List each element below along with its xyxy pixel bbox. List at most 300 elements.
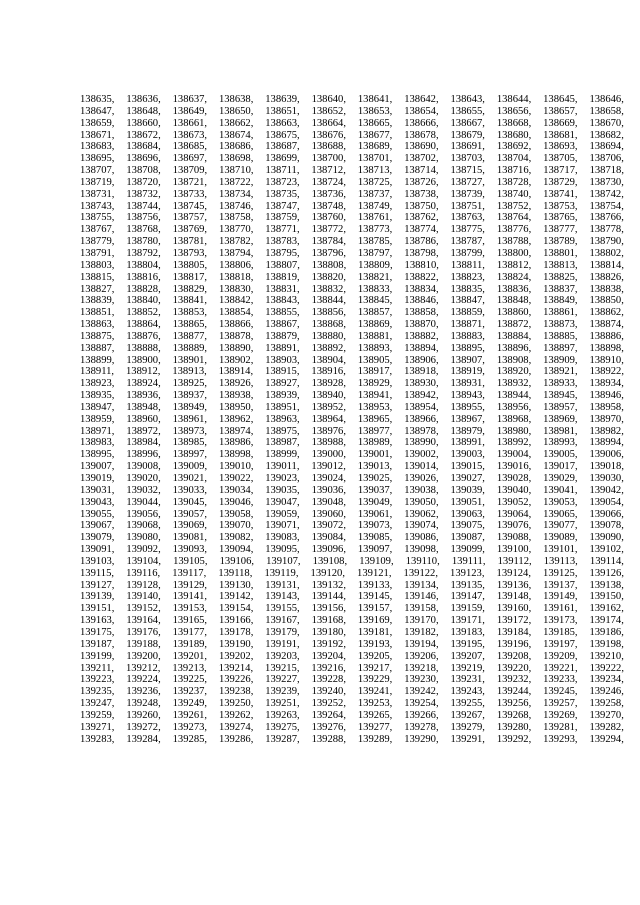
number-line: [80, 331, 624, 343]
number-entry: 138843,: [265, 295, 300, 307]
number-entry: 138662,: [218, 117, 254, 129]
number-entry: 138653,: [357, 105, 393, 117]
number-entry: 138769,: [172, 224, 208, 236]
number-entry: 138901,: [172, 354, 208, 366]
number-entry: 138989,: [357, 437, 393, 449]
number-entry: 138987,: [265, 437, 300, 449]
number-entry: 138913,: [172, 366, 207, 378]
number-entry: 139273,: [172, 721, 208, 733]
number-entry: 138996,: [126, 449, 161, 461]
number-entry: 139125,: [543, 567, 578, 579]
number-entry: 139248,: [126, 698, 161, 710]
number-entry: 139144,: [311, 591, 346, 603]
number-entry: 139118,: [218, 567, 253, 579]
number-entry: 139055,: [80, 508, 115, 520]
number-entry: 138650,: [218, 105, 254, 117]
number-entry: 138934,: [589, 378, 624, 390]
number-entry: 139281,: [543, 721, 578, 733]
number-entry: 139005,: [543, 449, 578, 461]
number-entry: 139207,: [450, 650, 485, 662]
number-entry: 139171,: [450, 615, 485, 627]
number-entry: 138651,: [265, 105, 300, 117]
number-entry: 139194,: [404, 638, 439, 650]
number-entry: 139229,: [357, 674, 393, 686]
number-entry: 139161,: [543, 603, 578, 615]
number-entry: 139167,: [265, 615, 300, 627]
number-entry: 139225,: [172, 674, 208, 686]
number-entry: 138783,: [265, 236, 300, 248]
number-entry: 138676,: [311, 129, 346, 141]
number-entry: 139058,: [218, 508, 254, 520]
number-entry: 138980,: [496, 425, 532, 437]
number-entry: 138846,: [404, 295, 439, 307]
number-entry: 139283,: [80, 733, 115, 745]
number-entry: 139092,: [126, 544, 161, 556]
number-entry: 139198,: [589, 638, 624, 650]
number-entry: 138959,: [80, 413, 115, 425]
number-entry: 138903,: [265, 354, 300, 366]
number-entry: 139059,: [265, 508, 300, 520]
number-entry: 138751,: [450, 200, 485, 212]
number-entry: 138697,: [172, 153, 208, 165]
number-entry: 138788,: [496, 236, 532, 248]
number-line: [80, 272, 624, 284]
number-entry: 138663,: [265, 117, 300, 129]
number-entry: 139218,: [404, 662, 439, 674]
number-entry: 139158,: [404, 603, 439, 615]
number-entry: 139186,: [589, 626, 624, 638]
number-entry: 139206,: [404, 650, 439, 662]
number-entry: 139232,: [496, 674, 532, 686]
number-entry: 138635,: [80, 94, 115, 105]
number-entry: 139153,: [172, 603, 208, 615]
number-entry: 139294,: [589, 733, 624, 745]
number-entry: 139184,: [496, 626, 532, 638]
number-entry: 139015,: [450, 461, 485, 473]
number-line: [80, 212, 624, 224]
number-entry: 138936,: [126, 390, 161, 402]
number-entry: 138857,: [357, 307, 393, 319]
number-entry: 139006,: [589, 449, 624, 461]
number-entry: 138951,: [265, 401, 300, 413]
number-entry: 138778,: [589, 224, 624, 236]
number-entry: 139215,: [265, 662, 300, 674]
number-entry: 138642,: [404, 94, 439, 105]
number-entry: 139132,: [311, 579, 346, 591]
number-entry: 139094,: [218, 544, 254, 556]
number-line: [80, 189, 624, 201]
number-entry: 138672,: [126, 129, 161, 141]
number-entry: 139046,: [218, 496, 254, 508]
number-entry: 138926,: [218, 378, 254, 390]
number-entry: 138990,: [404, 437, 439, 449]
number-entry: 138744,: [126, 200, 161, 212]
number-entry: 139084,: [311, 532, 346, 544]
number-entry: 138724,: [311, 176, 346, 188]
number-entry: 138779,: [80, 236, 115, 248]
number-entry: 138842,: [218, 295, 254, 307]
number-entry: 138896,: [496, 342, 532, 354]
number-entry: 138638,: [218, 94, 254, 105]
number-entry: 139176,: [126, 626, 161, 638]
number-entry: 138884,: [496, 330, 532, 342]
number-entry: 139120,: [310, 567, 345, 579]
number-entry: 139166,: [218, 615, 254, 627]
number-entry: 138829,: [172, 283, 208, 295]
number-entry: 139047,: [265, 496, 300, 508]
number-entry: 139239,: [265, 686, 300, 698]
number-entry: 138854,: [218, 307, 254, 319]
number-entry: 138649,: [172, 105, 208, 117]
number-entry: 138834,: [404, 283, 439, 295]
number-entry: 139029,: [543, 473, 578, 484]
number-entry: 139085,: [357, 532, 393, 544]
number-entry: 138828,: [126, 283, 161, 295]
number-entry: 139148,: [496, 591, 532, 603]
number-entry: 138806,: [219, 259, 254, 271]
number-entry: 138735,: [265, 188, 300, 200]
number-entry: 139022,: [218, 473, 254, 484]
number-entry: 138750,: [404, 200, 439, 212]
number-entry: 139011,: [265, 461, 300, 473]
number-entry: 138999,: [265, 449, 300, 461]
number-entry: 138976,: [311, 425, 346, 437]
number-entry: 139070,: [218, 520, 254, 532]
number-entry: 138768,: [126, 224, 161, 236]
number-entry: 138716,: [496, 165, 532, 177]
number-entry: 139193,: [357, 638, 393, 650]
number-line: [80, 402, 624, 414]
number-entry: 138641,: [357, 94, 393, 105]
number-entry: 139240,: [311, 686, 346, 698]
number-entry: 138784,: [311, 236, 346, 248]
number-entry: 138795,: [265, 247, 300, 259]
number-entry: 139279,: [450, 721, 485, 733]
number-entry: 139266,: [404, 709, 439, 721]
number-entry: 139179,: [265, 626, 300, 638]
number-entry: 138930,: [404, 378, 439, 390]
number-entry: 138730,: [589, 176, 624, 188]
number-entry: 138912,: [125, 366, 161, 378]
number-entry: 139135,: [450, 579, 485, 591]
number-entry: 139117,: [172, 567, 207, 579]
number-entry: 139105,: [173, 555, 208, 567]
number-entry: 138734,: [218, 188, 254, 200]
number-entry: 139052,: [496, 496, 532, 508]
number-entry: 139269,: [543, 709, 578, 721]
number-entry: 139149,: [543, 591, 578, 603]
number-entry: 138786,: [404, 236, 439, 248]
number-entry: 138700,: [311, 153, 346, 165]
number-entry: 139259,: [80, 709, 115, 721]
number-entry: 138797,: [357, 247, 393, 259]
number-entry: 138985,: [172, 437, 208, 449]
number-entry: 139180,: [311, 626, 346, 638]
number-line: [80, 437, 624, 449]
number-entry: 139012,: [311, 461, 346, 473]
number-line: [80, 319, 624, 331]
number-entry: 139251,: [265, 698, 300, 710]
number-entry: 139195,: [450, 638, 485, 650]
number-entry: 139170,: [404, 615, 439, 627]
number-entry: 138815,: [80, 271, 115, 283]
number-entry: 138837,: [543, 283, 578, 295]
number-entry: 138665,: [357, 117, 393, 129]
number-entry: 138886,: [589, 330, 624, 342]
number-entry: 139152,: [126, 603, 161, 615]
number-entry: 138925,: [172, 378, 208, 390]
number-entry: 138661,: [172, 117, 208, 129]
number-entry: 138689,: [357, 141, 393, 153]
number-entry: 139091,: [80, 544, 115, 556]
number-entry: 139010,: [219, 461, 254, 473]
number-entry: 138755,: [80, 212, 115, 224]
number-entry: 138728,: [496, 176, 532, 188]
number-entry: 138872,: [496, 319, 532, 331]
number-entry: 139285,: [172, 733, 208, 745]
number-entry: 139088,: [496, 532, 532, 544]
number-line: [80, 177, 624, 189]
number-entry: 139100,: [496, 544, 532, 556]
number-entry: 139183,: [450, 626, 485, 638]
number-entry: 139002,: [404, 449, 439, 461]
number-entry: 138688,: [311, 141, 346, 153]
number-entry: 139116,: [126, 567, 161, 579]
number-entry: 138709,: [172, 165, 208, 177]
number-entry: 139237,: [172, 686, 208, 698]
number-entry: 139110,: [405, 555, 440, 567]
number-entry: 138776,: [496, 224, 532, 236]
number-entry: 139276,: [311, 721, 346, 733]
number-entry: 139168,: [311, 615, 346, 627]
number-entry: 139001,: [357, 449, 393, 461]
number-entry: 138699,: [265, 153, 300, 165]
number-entry: 138780,: [126, 236, 161, 248]
number-entry: 138683,: [80, 141, 115, 153]
number-entry: 139290,: [404, 733, 439, 745]
number-entry: 138781,: [172, 236, 208, 248]
number-line: [80, 248, 624, 260]
number-entry: 139142,: [218, 591, 254, 603]
number-entry: 138910,: [589, 354, 624, 366]
number-line: [80, 651, 624, 663]
number-entry: 138763,: [450, 212, 485, 224]
number-entry: 138747,: [265, 200, 300, 212]
number-entry: 138960,: [126, 413, 161, 425]
number-entry: 138658,: [589, 105, 624, 117]
number-entry: 139271,: [80, 721, 115, 733]
number-entry: 138659,: [80, 117, 115, 129]
number-entry: 138777,: [543, 224, 578, 236]
number-entry: 139130,: [218, 579, 254, 591]
number-entry: 138928,: [311, 378, 346, 390]
number-entry: 139077,: [543, 520, 578, 532]
number-entry: 138961,: [172, 413, 208, 425]
number-entry: 138679,: [450, 129, 485, 141]
number-entry: 138762,: [404, 212, 439, 224]
number-entry: 138838,: [589, 283, 624, 295]
number-entry: 138870,: [404, 319, 439, 331]
number-entry: 138984,: [126, 437, 161, 449]
number-entry: 139178,: [218, 626, 254, 638]
number-entry: 139277,: [357, 721, 393, 733]
number-entry: 138817,: [172, 271, 208, 283]
number-entry: 138882,: [404, 330, 439, 342]
number-entry: 138766,: [589, 212, 624, 224]
number-line: [80, 414, 624, 426]
number-entry: 138727,: [450, 176, 485, 188]
number-entry: 138948,: [126, 401, 161, 413]
number-entry: 138963,: [265, 413, 300, 425]
number-line: [80, 627, 624, 639]
number-entry: 138752,: [496, 200, 532, 212]
number-entry: 138808,: [311, 259, 347, 271]
number-sequence-block: [80, 94, 624, 745]
number-entry: 138756,: [126, 212, 161, 224]
number-line: [80, 426, 624, 438]
number-entry: 138832,: [311, 283, 346, 295]
number-entry: 139044,: [126, 496, 161, 508]
number-entry: 138692,: [496, 141, 532, 153]
number-entry: 138774,: [404, 224, 439, 236]
number-entry: 138704,: [496, 153, 532, 165]
number-entry: 138686,: [218, 141, 254, 153]
number-entry: 139054,: [589, 496, 624, 508]
number-entry: 138905,: [357, 354, 393, 366]
number-entry: 138701,: [357, 153, 393, 165]
number-entry: 138859,: [450, 307, 485, 319]
number-entry: 138945,: [543, 390, 578, 402]
number-line: [80, 461, 624, 473]
number-entry: 139172,: [496, 615, 532, 627]
number-entry: 138726,: [404, 176, 439, 188]
number-entry: 139200,: [126, 650, 161, 662]
number-entry: 138915,: [265, 366, 300, 378]
number-line: [80, 224, 624, 236]
number-entry: 139014,: [404, 461, 439, 473]
number-entry: 138702,: [404, 153, 439, 165]
number-entry: 138739,: [450, 188, 485, 200]
number-entry: 139243,: [450, 686, 485, 698]
number-entry: 138971,: [80, 425, 115, 437]
number-entry: 138639,: [265, 94, 300, 105]
number-entry: 138972,: [126, 425, 161, 437]
number-entry: 138994,: [589, 437, 624, 449]
number-entry: 139181,: [357, 626, 393, 638]
number-entry: 138687,: [265, 141, 300, 153]
number-entry: 138677,: [357, 129, 393, 141]
number-entry: 139089,: [543, 532, 578, 544]
number-entry: 138681,: [543, 129, 578, 141]
number-entry: 138916,: [311, 366, 346, 378]
number-line: [80, 568, 624, 580]
number-entry: 139286,: [218, 733, 254, 745]
number-entry: 139151,: [80, 603, 115, 615]
number-entry: 138669,: [543, 117, 578, 129]
number-entry: 139028,: [496, 473, 532, 484]
number-entry: 138813,: [543, 259, 578, 271]
number-entry: 139076,: [496, 520, 532, 532]
number-entry: 138898,: [589, 342, 624, 354]
number-entry: 138909,: [543, 354, 578, 366]
number-entry: 139126,: [589, 567, 624, 579]
number-entry: 139223,: [80, 674, 115, 686]
number-entry: 139139,: [80, 591, 115, 603]
number-entry: 139039,: [450, 484, 485, 496]
number-entry: 139203,: [265, 650, 300, 662]
number-entry: 139017,: [543, 461, 578, 473]
number-entry: 138824,: [496, 271, 532, 283]
number-entry: 138736,: [311, 188, 346, 200]
number-entry: 139278,: [404, 721, 439, 733]
number-entry: 138714,: [404, 165, 439, 177]
number-entry: 138660,: [126, 117, 161, 129]
number-entry: 138740,: [496, 188, 532, 200]
number-entry: 139177,: [172, 626, 208, 638]
number-entry: 139227,: [265, 674, 300, 686]
number-entry: 138670,: [589, 117, 624, 129]
number-entry: 139208,: [496, 650, 532, 662]
number-entry: 139230,: [404, 674, 439, 686]
number-entry: 138645,: [543, 94, 578, 105]
number-entry: 139108,: [312, 555, 348, 567]
number-entry: 139241,: [357, 686, 393, 698]
number-entry: 138946,: [589, 390, 624, 402]
number-entry: 138933,: [543, 378, 578, 390]
number-entry: 138992,: [496, 437, 532, 449]
number-line: [80, 722, 624, 734]
number-entry: 139057,: [172, 508, 208, 520]
number-entry: 138721,: [172, 176, 208, 188]
number-entry: 139145,: [357, 591, 393, 603]
number-entry: 139013,: [357, 461, 393, 473]
number-entry: 139066,: [589, 508, 624, 520]
number-entry: 138794,: [218, 247, 254, 259]
number-entry: 138741,: [543, 188, 578, 200]
number-entry: 139009,: [172, 461, 208, 473]
number-entry: 139162,: [589, 603, 624, 615]
number-entry: 139119,: [264, 567, 299, 579]
number-entry: 139265,: [357, 709, 393, 721]
number-entry: 138845,: [357, 295, 393, 307]
number-entry: 138958,: [589, 401, 624, 413]
number-entry: 138703,: [450, 153, 485, 165]
number-entry: 139211,: [80, 662, 115, 674]
number-entry: 139073,: [357, 520, 393, 532]
number-entry: 138920,: [496, 366, 532, 378]
number-entry: 138800,: [496, 247, 532, 259]
number-entry: 138773,: [357, 224, 393, 236]
number-entry: 138675,: [265, 129, 300, 141]
number-entry: 139140,: [126, 591, 161, 603]
number-entry: 138722,: [218, 176, 254, 188]
number-entry: 139246,: [589, 686, 624, 698]
number-entry: 139236,: [126, 686, 161, 698]
number-entry: 139199,: [80, 650, 115, 662]
number-entry: 139025,: [357, 473, 393, 484]
number-entry: 138860,: [496, 307, 532, 319]
number-entry: 138648,: [126, 105, 161, 117]
number-entry: 138867,: [265, 319, 300, 331]
number-entry: 139260,: [126, 709, 161, 721]
number-entry: 138745,: [172, 200, 208, 212]
number-entry: 139035,: [265, 484, 300, 496]
number-line: [80, 639, 624, 651]
number-entry: 138671,: [80, 129, 115, 141]
number-entry: 138710,: [219, 165, 254, 177]
number-entry: 138874,: [589, 319, 624, 331]
number-entry: 139173,: [543, 615, 578, 627]
